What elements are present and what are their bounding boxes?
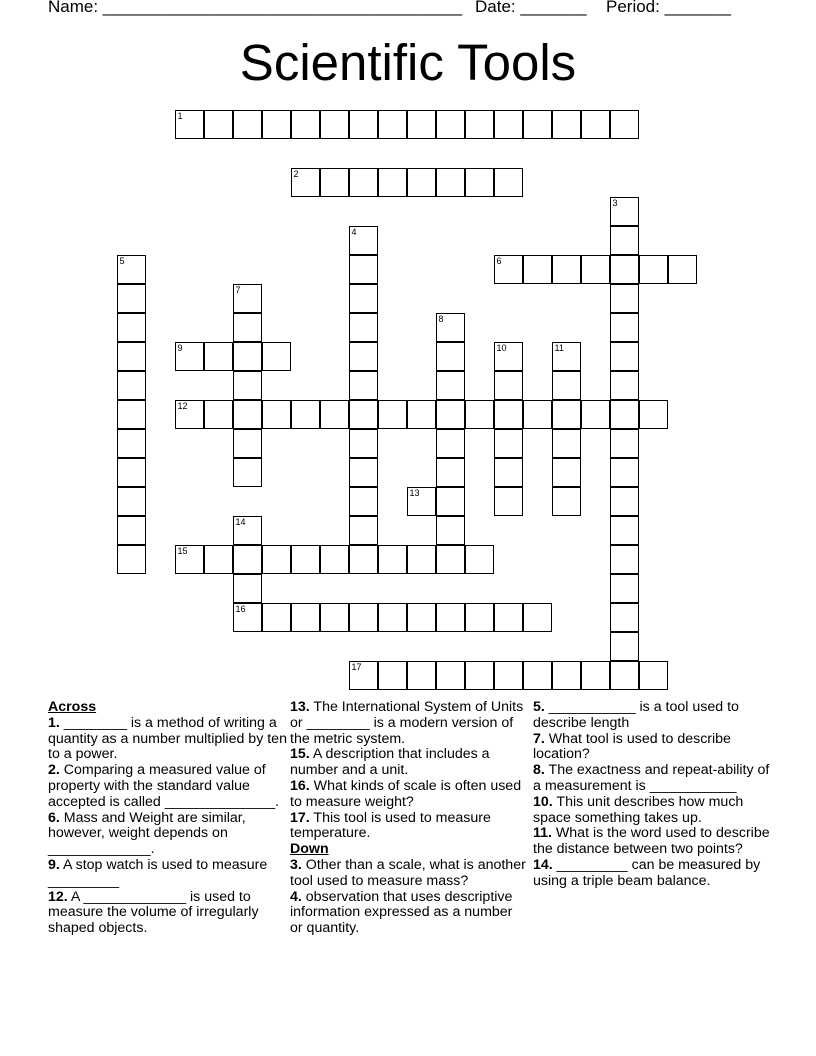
cell-number: 2 <box>293 169 299 179</box>
clues-column-2 <box>290 700 526 937</box>
crossword-cell[interactable] <box>436 400 465 429</box>
cell-number: 5 <box>119 256 125 266</box>
crossword-cell[interactable] <box>262 603 291 632</box>
crossword-cell[interactable] <box>291 110 320 139</box>
clue-across-12: 12. A _____________ is used to measure the volume of irregularly shaped objects. <box>48 888 259 937</box>
clue-down-8: 8. The exactness and repeat-ability of a measurement is ___________ <box>533 762 770 794</box>
crossword-cell[interactable] <box>639 661 668 690</box>
across-heading: Across <box>48 699 97 715</box>
crossword-cell[interactable] <box>349 226 378 255</box>
crossword-cell[interactable] <box>494 110 523 139</box>
crossword-cell[interactable] <box>233 574 262 603</box>
crossword-cell[interactable] <box>639 400 668 429</box>
crossword-cell[interactable] <box>610 226 639 255</box>
clue-across-13: 13. The International System of Units or ________ is a modern version of the metric system. <box>290 699 524 747</box>
crossword-cell[interactable] <box>204 342 233 371</box>
crossword-cell[interactable] <box>175 342 204 371</box>
cell-number: 13 <box>409 488 420 498</box>
crossword-cell[interactable] <box>117 284 146 313</box>
crossword-cell[interactable] <box>320 110 349 139</box>
crossword-cell[interactable] <box>465 400 494 429</box>
crossword-cell[interactable] <box>494 255 523 284</box>
crossword-cell[interactable] <box>262 545 291 574</box>
crossword-cell[interactable] <box>494 429 523 458</box>
crossword-cell[interactable] <box>378 168 407 197</box>
crossword-cell[interactable] <box>378 545 407 574</box>
clue-down-14: 14. _________ can be measured by using a triple beam balance. <box>533 856 761 889</box>
crossword-cell[interactable] <box>465 168 494 197</box>
crossword-cell[interactable] <box>262 400 291 429</box>
crossword-cell[interactable] <box>639 255 668 284</box>
crossword-cell[interactable] <box>233 603 262 632</box>
crossword-cell[interactable] <box>610 603 639 632</box>
crossword-cell[interactable] <box>233 313 262 342</box>
crossword-cell[interactable] <box>523 661 552 690</box>
page-title: Scientific Tools <box>239 34 577 91</box>
crossword-cell[interactable] <box>233 371 262 400</box>
crossword-cell[interactable] <box>349 371 378 400</box>
crossword-cell[interactable] <box>581 255 610 284</box>
crossword-cell[interactable] <box>117 400 146 429</box>
crossword-cell[interactable] <box>117 255 146 284</box>
crossword-cell[interactable] <box>349 255 378 284</box>
crossword-cell[interactable] <box>523 603 552 632</box>
crossword-cell[interactable] <box>204 110 233 139</box>
crossword-cell[interactable] <box>204 545 233 574</box>
clue-across-15: 15. A description that includes a number and a unit. <box>290 746 490 779</box>
crossword-cell[interactable] <box>552 661 581 690</box>
crossword-cell[interactable] <box>291 603 320 632</box>
clue-down-4: 4. observation that uses descriptive information expressed as a number or quantity. <box>290 888 513 937</box>
crossword-cell[interactable] <box>552 255 581 284</box>
crossword-cell[interactable] <box>233 400 262 429</box>
crossword-cell[interactable] <box>610 661 639 690</box>
crossword-cell[interactable] <box>436 516 465 545</box>
cell-number: 14 <box>235 517 246 527</box>
crossword-cell[interactable] <box>610 313 639 342</box>
crossword-cell[interactable] <box>233 458 262 487</box>
crossword-cell[interactable] <box>262 110 291 139</box>
crossword-cell[interactable] <box>610 284 639 313</box>
crossword-cell[interactable] <box>320 168 349 197</box>
crossword-cell[interactable] <box>610 487 639 516</box>
crossword-cell[interactable] <box>175 110 204 139</box>
cell-number: 3 <box>612 198 618 208</box>
crossword-cell[interactable] <box>523 110 552 139</box>
clue-across-2: 2. Comparing a measured value of property with the standard value accepted is called ______________. <box>48 762 280 810</box>
crossword-cell[interactable] <box>436 458 465 487</box>
crossword-cell[interactable] <box>610 458 639 487</box>
crossword-cell[interactable] <box>117 313 146 342</box>
cell-number: 4 <box>351 227 357 237</box>
crossword-cell[interactable] <box>610 632 639 661</box>
crossword-cell[interactable] <box>407 603 436 632</box>
crossword-cell[interactable] <box>552 487 581 516</box>
cell-number: 15 <box>177 546 188 556</box>
crossword-cell[interactable] <box>610 197 639 226</box>
clue-down-5: 5. ___________ is a tool used to describe length <box>533 699 739 731</box>
crossword-cell[interactable] <box>552 342 581 371</box>
crossword-cell[interactable] <box>291 400 320 429</box>
crossword-cell[interactable] <box>436 603 465 632</box>
crossword-cell[interactable] <box>407 545 436 574</box>
clue-across-16: 16. What kinds of scale is often used to measure weight? <box>290 777 522 810</box>
clue-across-6: 6. Mass and Weight are similar, however, weight depends on _____________. <box>48 809 246 858</box>
crossword-cell[interactable] <box>378 400 407 429</box>
crossword-cell[interactable] <box>494 487 523 516</box>
crossword-cell[interactable] <box>610 342 639 371</box>
clue-down-7: 7. What tool is used to describe location? <box>533 730 731 763</box>
crossword-cell[interactable] <box>117 371 146 400</box>
clue-across-17: 17. This tool is used to measure temperature. <box>290 809 491 842</box>
cell-number: 1 <box>177 111 183 121</box>
crossword-cell[interactable] <box>117 342 146 371</box>
crossword-cell[interactable] <box>349 429 378 458</box>
crossword-cell[interactable] <box>494 342 523 371</box>
crossword-cell[interactable] <box>349 313 378 342</box>
crossword-cell[interactable] <box>436 487 465 516</box>
crossword-cell[interactable] <box>117 487 146 516</box>
crossword-cell[interactable] <box>436 545 465 574</box>
crossword-cell[interactable] <box>407 487 436 516</box>
crossword-cell[interactable] <box>117 429 146 458</box>
cell-number: 16 <box>235 604 246 614</box>
clues-column-3 <box>533 700 773 890</box>
crossword-cell[interactable] <box>117 545 146 574</box>
crossword-cell[interactable] <box>349 400 378 429</box>
crossword-cell[interactable] <box>610 574 639 603</box>
crossword-cell[interactable] <box>668 255 697 284</box>
crossword-cell[interactable] <box>552 371 581 400</box>
cell-number: 9 <box>177 343 183 353</box>
crossword-cell[interactable] <box>378 603 407 632</box>
crossword-cell[interactable] <box>291 545 320 574</box>
crossword-cell[interactable] <box>610 371 639 400</box>
cell-number: 8 <box>438 314 444 324</box>
crossword-cell[interactable] <box>233 110 262 139</box>
crossword-cell[interactable] <box>349 661 378 690</box>
header-name: Name: ______________________________________ <box>48 0 463 16</box>
crossword-cell[interactable] <box>175 400 204 429</box>
crossword-cell[interactable] <box>378 110 407 139</box>
crossword-cell[interactable] <box>552 400 581 429</box>
crossword-cell[interactable] <box>436 313 465 342</box>
crossword-cell[interactable] <box>233 429 262 458</box>
crossword-cell[interactable] <box>320 545 349 574</box>
crossword-cell[interactable] <box>349 284 378 313</box>
crossword-cell[interactable] <box>436 429 465 458</box>
cell-number: 11 <box>554 343 564 353</box>
crossword-cell[interactable] <box>581 661 610 690</box>
crossword-cell[interactable] <box>494 661 523 690</box>
crossword-cell[interactable] <box>349 458 378 487</box>
crossword-cell[interactable] <box>349 603 378 632</box>
crossword-cell[interactable] <box>117 516 146 545</box>
crossword-cell[interactable] <box>349 516 378 545</box>
crossword-cell[interactable] <box>320 400 349 429</box>
crossword-cell[interactable] <box>610 400 639 429</box>
crossword-cell[interactable] <box>349 487 378 516</box>
crossword-cell[interactable] <box>378 661 407 690</box>
crossword-cell[interactable] <box>610 516 639 545</box>
crossword-cell[interactable] <box>204 400 233 429</box>
crossword-cell[interactable] <box>233 284 262 313</box>
crossword-cell[interactable] <box>436 168 465 197</box>
clues-column-1 <box>48 700 288 937</box>
crossword-cell[interactable] <box>407 110 436 139</box>
clue-across-9: 9. A stop watch is used to measure _________ <box>48 856 268 889</box>
crossword-cell[interactable] <box>610 545 639 574</box>
crossword-cell[interactable] <box>610 429 639 458</box>
clue-across-1: 1. ________ is a method of writing a quantity as a number multiplied by ten to a power. <box>48 714 287 763</box>
crossword-cell[interactable] <box>610 110 639 139</box>
crossword-cell[interactable] <box>117 458 146 487</box>
down-heading: Down <box>290 841 329 858</box>
cell-number: 7 <box>235 285 241 295</box>
crossword-cell[interactable] <box>610 255 639 284</box>
crossword-cell[interactable] <box>349 110 378 139</box>
crossword-cell[interactable] <box>494 603 523 632</box>
crossword-cell[interactable] <box>552 429 581 458</box>
clue-down-10: 10. This unit describes how much space something takes up. <box>533 793 744 826</box>
crossword-cell[interactable] <box>581 400 610 429</box>
crossword-cell[interactable] <box>175 545 204 574</box>
crossword-cell[interactable] <box>581 110 610 139</box>
crossword-cell[interactable] <box>465 603 494 632</box>
cell-number: 10 <box>496 343 507 353</box>
crossword-cell[interactable] <box>407 168 436 197</box>
crossword-cell[interactable] <box>349 168 378 197</box>
crossword-cell[interactable] <box>436 371 465 400</box>
header-date: Date: _______ <box>475 0 587 16</box>
crossword-cell[interactable] <box>552 110 581 139</box>
crossword-cell[interactable] <box>465 545 494 574</box>
crossword-cell[interactable] <box>407 661 436 690</box>
crossword-cell[interactable] <box>233 516 262 545</box>
crossword-cell[interactable] <box>494 400 523 429</box>
header-period: Period: _______ <box>606 0 731 16</box>
crossword-cell[interactable] <box>552 458 581 487</box>
crossword-cell[interactable] <box>494 458 523 487</box>
crossword-cell[interactable] <box>349 545 378 574</box>
crossword-cell[interactable] <box>465 110 494 139</box>
crossword-cell[interactable] <box>407 400 436 429</box>
cell-number: 17 <box>351 662 362 672</box>
crossword-cell[interactable] <box>523 255 552 284</box>
crossword-cell[interactable] <box>262 342 291 371</box>
clue-down-3: 3. Other than a scale, what is another tool used to measure mass? <box>290 856 526 889</box>
crossword-cell[interactable] <box>436 661 465 690</box>
crossword-cell[interactable] <box>436 342 465 371</box>
crossword-cell[interactable] <box>349 342 378 371</box>
cell-number: 6 <box>496 256 502 266</box>
cell-number: 12 <box>177 401 188 411</box>
crossword-cell[interactable] <box>494 168 523 197</box>
crossword-cell[interactable] <box>436 110 465 139</box>
crossword-cell[interactable] <box>291 168 320 197</box>
crossword-cell[interactable] <box>233 342 262 371</box>
crossword-cell[interactable] <box>465 661 494 690</box>
crossword-cell[interactable] <box>523 400 552 429</box>
crossword-cell[interactable] <box>233 545 262 574</box>
crossword-cell[interactable] <box>320 603 349 632</box>
crossword-cell[interactable] <box>494 371 523 400</box>
clue-down-11: 11. What is the word used to describe the distance between two points? <box>533 825 770 858</box>
